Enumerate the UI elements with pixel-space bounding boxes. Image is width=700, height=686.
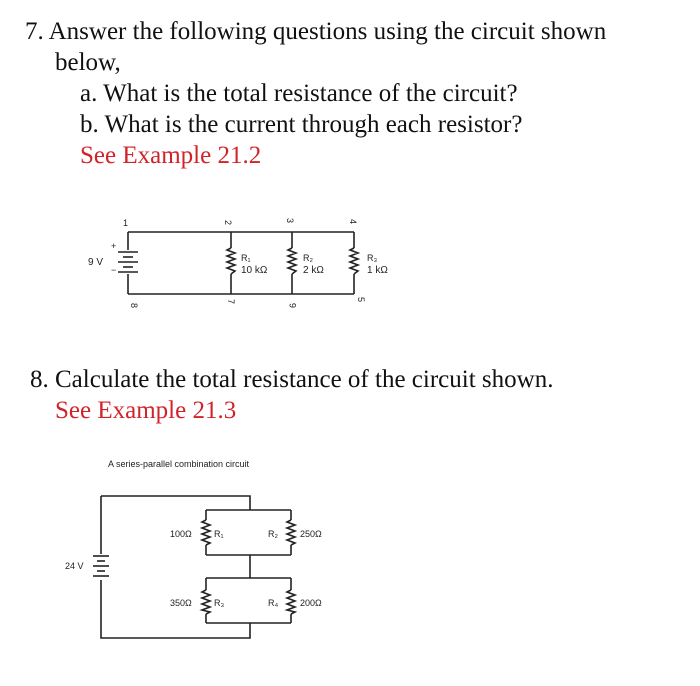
battery-plus-sign: + [111, 241, 117, 251]
node-6-label: 6 [288, 302, 298, 308]
r2-value-label: 2 kΩ [303, 265, 324, 276]
outer-left-bottom-wire [101, 496, 250, 638]
r3-name-label: R₃ [367, 253, 378, 263]
resistor-r2-250ohm [287, 520, 295, 545]
q7-line2: below, [55, 49, 121, 76]
battery-symbol [118, 252, 138, 272]
resistor-r2 [288, 248, 296, 274]
node-3-label: 3 [285, 218, 295, 224]
q7-part-a: a. What is the total resistance of the circuit? [80, 80, 518, 107]
resistor-r4-200ohm [287, 590, 295, 614]
r3-name-label-series: R₃ [214, 598, 225, 608]
q8-example-reference: See Example 21.3 [55, 397, 237, 424]
series-parallel-circuit-diagram [65, 459, 322, 638]
q7-example-reference: See Example 21.2 [80, 142, 262, 169]
node-2-label: 2 [223, 220, 233, 226]
battery-voltage-label-24v: 24 V [65, 561, 84, 571]
node-4-label: 4 [348, 219, 358, 225]
node-8-label: 8 [129, 303, 139, 309]
battery-symbol-24v [93, 556, 109, 576]
resistor-r3 [350, 248, 358, 274]
resistor-r1 [227, 248, 235, 274]
r4-name-label-series: R₄ [268, 598, 279, 608]
r3-value-label-350ohm: 350Ω [170, 598, 192, 608]
r1-name-label-series: R₁ [214, 529, 224, 539]
resistor-r3-350ohm [202, 590, 210, 614]
r3-value-label: 1 kΩ [367, 265, 388, 276]
r2-value-label-250ohm: 250Ω [300, 529, 322, 539]
node-1-label: 1 [123, 218, 129, 228]
r1-value-label: 10 kΩ [241, 265, 268, 276]
node-5-label: 5 [356, 297, 366, 303]
q7-part-b: b. What is the current through each resistor? [80, 111, 523, 138]
outer-top-wire [101, 496, 250, 510]
r1-value-label-100ohm: 100Ω [170, 529, 192, 539]
upper-block-wires [206, 510, 291, 578]
circuit2-caption: A series-parallel combination circuit [108, 459, 250, 469]
q7-line1: 7. Answer the following questions using the circuit shown [25, 18, 607, 45]
parallel-circuit-diagram [88, 218, 388, 308]
node-7-label: 7 [226, 299, 236, 305]
battery-voltage-label: 9 V [88, 257, 104, 268]
r4-value-label-200ohm: 200Ω [300, 598, 322, 608]
r2-name-label-series: R₂ [268, 529, 278, 539]
q8-line1: 8. Calculate the total resistance of the circuit shown. [30, 366, 554, 393]
resistor-r1-100ohm [202, 520, 210, 545]
r2-name-label: R₂ [303, 253, 313, 263]
battery-minus-sign: − [111, 265, 117, 275]
r1-name-label: R₁ [241, 253, 251, 263]
